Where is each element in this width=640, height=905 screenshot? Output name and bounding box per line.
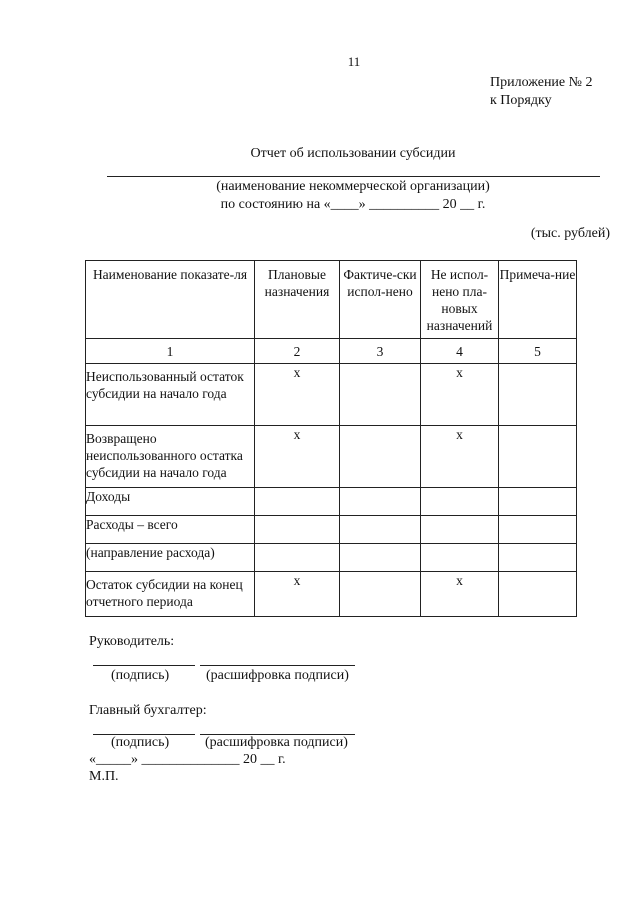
signature-date-line: «_____» ______________ 20 __ г. — [89, 752, 286, 767]
table-row — [86, 544, 577, 572]
report-date-line: по состоянию на «____» __________ 20 __ г. — [220, 197, 486, 212]
cell-actual — [340, 364, 421, 426]
header-indicator: Наименование показате-ля — [86, 261, 255, 339]
head-signature-line — [93, 665, 195, 666]
table-row — [86, 516, 577, 544]
row-name: Неиспользованный остаток субсидии на начало года — [86, 364, 255, 426]
organization-name-line — [107, 176, 600, 177]
cell-actual — [340, 572, 421, 617]
cell-note — [499, 544, 577, 572]
appendix-line-2: к Порядку — [490, 93, 552, 108]
cell-unfulfilled: х — [421, 572, 499, 617]
head-decoding-line — [200, 665, 355, 666]
cell-unfulfilled: х — [421, 364, 499, 426]
row-name: Остаток субсидии на конец отчетного периода — [86, 572, 255, 617]
cell-note — [499, 572, 577, 617]
column-number: 4 — [421, 339, 499, 364]
organization-caption-block — [0, 178, 640, 214]
cell-note — [499, 488, 577, 516]
cell-unfulfilled — [421, 488, 499, 516]
report-table — [85, 260, 577, 617]
cell-note — [499, 426, 577, 488]
column-number: 3 — [340, 339, 421, 364]
cell-actual — [340, 426, 421, 488]
page-number: 11 — [347, 54, 361, 69]
accountant-label: Главный бухгалтер: — [89, 703, 207, 718]
table-row — [86, 426, 577, 488]
cell-actual — [340, 544, 421, 572]
cell-actual — [340, 488, 421, 516]
cell-planned — [255, 488, 340, 516]
cell-unfulfilled — [421, 516, 499, 544]
accountant-signature-caption: (подпись) — [111, 735, 170, 750]
stamp-placeholder: М.П. — [89, 769, 119, 784]
head-decoding-caption: (расшифровка подписи) — [206, 668, 349, 683]
table-row — [86, 364, 577, 426]
row-name: Доходы — [86, 488, 255, 516]
cell-note — [499, 516, 577, 544]
row-name: (направление расхода) — [86, 544, 255, 572]
column-number: 5 — [499, 339, 577, 364]
header-actual: Фактиче-ски испол-нено — [340, 261, 421, 339]
appendix-line-1: Приложение № 2 — [490, 75, 593, 90]
cell-planned: х — [255, 572, 340, 617]
row-name: Расходы – всего — [86, 516, 255, 544]
column-number: 1 — [86, 339, 255, 364]
table-row — [86, 488, 577, 516]
units-label: (тыс. рублей) — [530, 226, 610, 241]
cell-planned — [255, 516, 340, 544]
report-title: Отчет об использовании субсидии — [250, 146, 456, 161]
head-label: Руководитель: — [89, 634, 175, 649]
table-row — [86, 572, 577, 617]
cell-actual — [340, 516, 421, 544]
cell-unfulfilled: х — [421, 426, 499, 488]
header-unfulfilled: Не испол-нено пла-новых назначений — [421, 261, 499, 339]
cell-planned: х — [255, 364, 340, 426]
cell-planned — [255, 544, 340, 572]
cell-unfulfilled — [421, 544, 499, 572]
header-planned: Плановые назначения — [255, 261, 340, 339]
table-header-row — [86, 261, 577, 339]
column-number: 2 — [255, 339, 340, 364]
accountant-decoding-caption: (расшифровка подписи) — [205, 735, 348, 750]
organization-caption: (наименование некоммерческой организации) — [216, 179, 490, 194]
row-name: Возвращено неиспользованного остатка субсидии на начало года — [86, 426, 255, 488]
header-note: Примеча-ние — [499, 261, 577, 339]
cell-planned: х — [255, 426, 340, 488]
head-signature-caption: (подпись) — [111, 668, 170, 683]
appendix-reference — [490, 74, 593, 110]
cell-note — [499, 364, 577, 426]
table-column-numbers-row — [86, 339, 577, 364]
